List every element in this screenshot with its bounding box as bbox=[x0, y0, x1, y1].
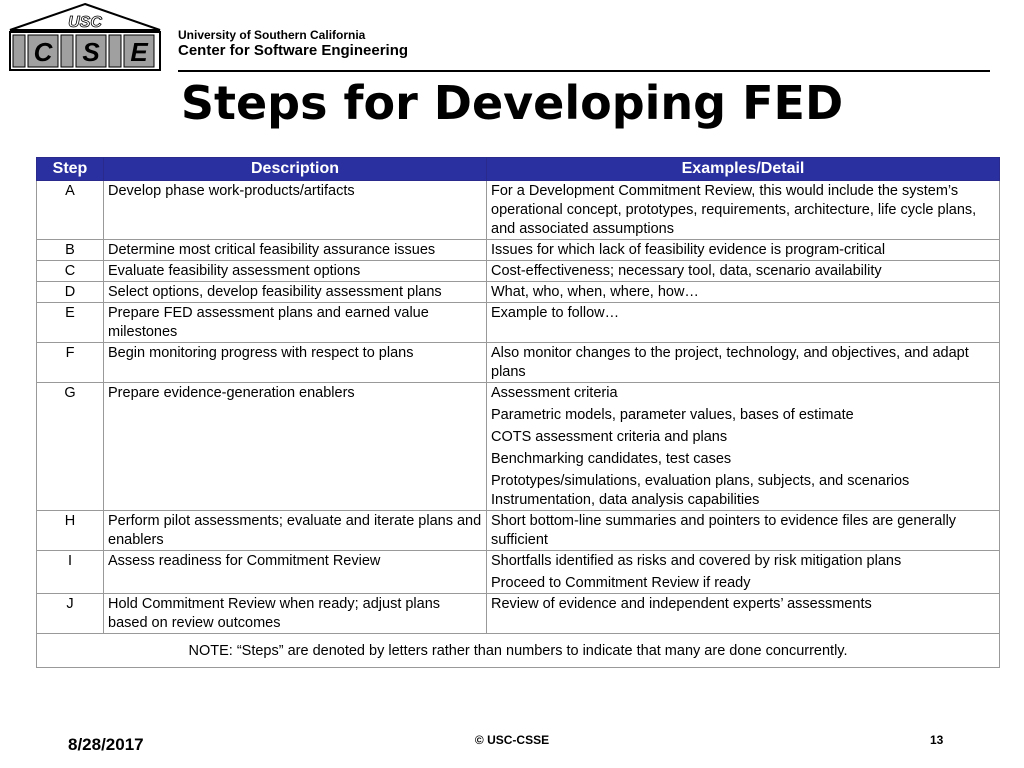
examples-cell bbox=[487, 261, 1000, 282]
usc-csse-logo bbox=[2, 2, 168, 74]
logo-usc-text: USC bbox=[68, 14, 102, 31]
example-line: Issues for which lack of feasibility evidence is program-critical bbox=[491, 242, 886, 258]
organization-header bbox=[178, 28, 408, 60]
logo-letter-s: S bbox=[82, 37, 100, 67]
example-line: Assessment criteria bbox=[491, 385, 618, 401]
step-cell: H bbox=[37, 511, 104, 551]
step-cell: G bbox=[37, 383, 104, 511]
example-line: Parametric models, parameter values, bases of estimate bbox=[491, 407, 854, 423]
header-step: Step bbox=[37, 158, 104, 181]
description-cell: Perform pilot assessments; evaluate and iterate plans and enablers bbox=[104, 511, 487, 551]
description-cell: Assess readiness for Commitment Review bbox=[104, 551, 487, 594]
description-cell: Begin monitoring progress with respect to plans bbox=[104, 343, 487, 383]
example-line: Cost-effectiveness; necessary tool, data, scenario availability bbox=[491, 263, 882, 279]
step-cell: E bbox=[37, 303, 104, 343]
steps-table bbox=[36, 157, 1000, 668]
example-line: Benchmarking candidates, test cases bbox=[491, 451, 732, 467]
examples-cell bbox=[487, 181, 1000, 240]
description-cell: Determine most critical feasibility assurance issues bbox=[104, 240, 487, 261]
examples-cell bbox=[487, 594, 1000, 634]
logo-letter-e: E bbox=[130, 37, 148, 67]
examples-cell bbox=[487, 551, 1000, 594]
example-line: Prototypes/simulations, evaluation plans, subjects, and scenarios bbox=[491, 473, 910, 489]
header-rule bbox=[178, 70, 990, 72]
university-name: University of Southern California bbox=[178, 28, 366, 42]
description-cell: Develop phase work-products/artifacts bbox=[104, 181, 487, 240]
examples-cell bbox=[487, 282, 1000, 303]
examples-cell bbox=[487, 383, 1000, 511]
table-row bbox=[37, 594, 1000, 634]
example-line: What, who, when, where, how… bbox=[491, 284, 699, 300]
step-cell: J bbox=[37, 594, 104, 634]
table-row bbox=[37, 343, 1000, 383]
description-cell: Prepare evidence-generation enablers bbox=[104, 383, 487, 511]
note-cell: NOTE: “Steps” are denoted by letters rather than numbers to indicate that many are done concurrently. bbox=[37, 634, 1000, 668]
header-examples: Examples/Detail bbox=[487, 158, 1000, 181]
table-row bbox=[37, 181, 1000, 240]
table-header-row bbox=[37, 158, 1000, 181]
example-line: Proceed to Commitment Review if ready bbox=[491, 575, 751, 591]
table-row bbox=[37, 551, 1000, 594]
table-row bbox=[37, 282, 1000, 303]
example-line: COTS assessment criteria and plans bbox=[491, 429, 728, 445]
example-line: Review of evidence and independent experts’ assessments bbox=[491, 596, 872, 612]
example-line: For a Development Commitment Review, this would include the system’s operational concept, prototypes, requirements, architecture, life cycle plans, and associated assumptions bbox=[491, 183, 977, 237]
description-cell: Prepare FED assessment plans and earned value milestones bbox=[104, 303, 487, 343]
step-cell: A bbox=[37, 181, 104, 240]
table-row bbox=[37, 511, 1000, 551]
examples-cell bbox=[487, 343, 1000, 383]
description-cell: Evaluate feasibility assessment options bbox=[104, 261, 487, 282]
center-name: Center for Software Engineering bbox=[178, 42, 409, 59]
table-row bbox=[37, 261, 1000, 282]
example-line: Short bottom-line summaries and pointers to evidence files are generally sufficient bbox=[491, 513, 957, 548]
example-line: Example to follow… bbox=[491, 305, 620, 321]
table-row bbox=[37, 240, 1000, 261]
description-cell: Hold Commitment Review when ready; adjust plans based on review outcomes bbox=[104, 594, 487, 634]
logo-letter-c: C bbox=[33, 37, 53, 67]
examples-cell bbox=[487, 303, 1000, 343]
example-line: Also monitor changes to the project, technology, and objectives, and adapt plans bbox=[491, 345, 969, 380]
footer-date: 8/28/2017 bbox=[68, 735, 144, 754]
table-row bbox=[37, 383, 1000, 511]
step-cell: F bbox=[37, 343, 104, 383]
step-cell: B bbox=[37, 240, 104, 261]
examples-cell bbox=[487, 511, 1000, 551]
slide-title: Steps for Developing FED bbox=[180, 76, 844, 130]
header-description: Description bbox=[104, 158, 487, 181]
footer-copyright: © USC-CSSE bbox=[474, 733, 550, 747]
example-line: Instrumentation, data analysis capabilities bbox=[491, 492, 760, 508]
step-cell: D bbox=[37, 282, 104, 303]
examples-cell bbox=[487, 240, 1000, 261]
table-row bbox=[37, 303, 1000, 343]
description-cell: Select options, develop feasibility assessment plans bbox=[104, 282, 487, 303]
note-row bbox=[37, 634, 1000, 668]
step-cell: C bbox=[37, 261, 104, 282]
example-line: Shortfalls identified as risks and covered by risk mitigation plans bbox=[491, 553, 902, 569]
step-cell: I bbox=[37, 551, 104, 594]
page-number: 13 bbox=[930, 733, 944, 747]
